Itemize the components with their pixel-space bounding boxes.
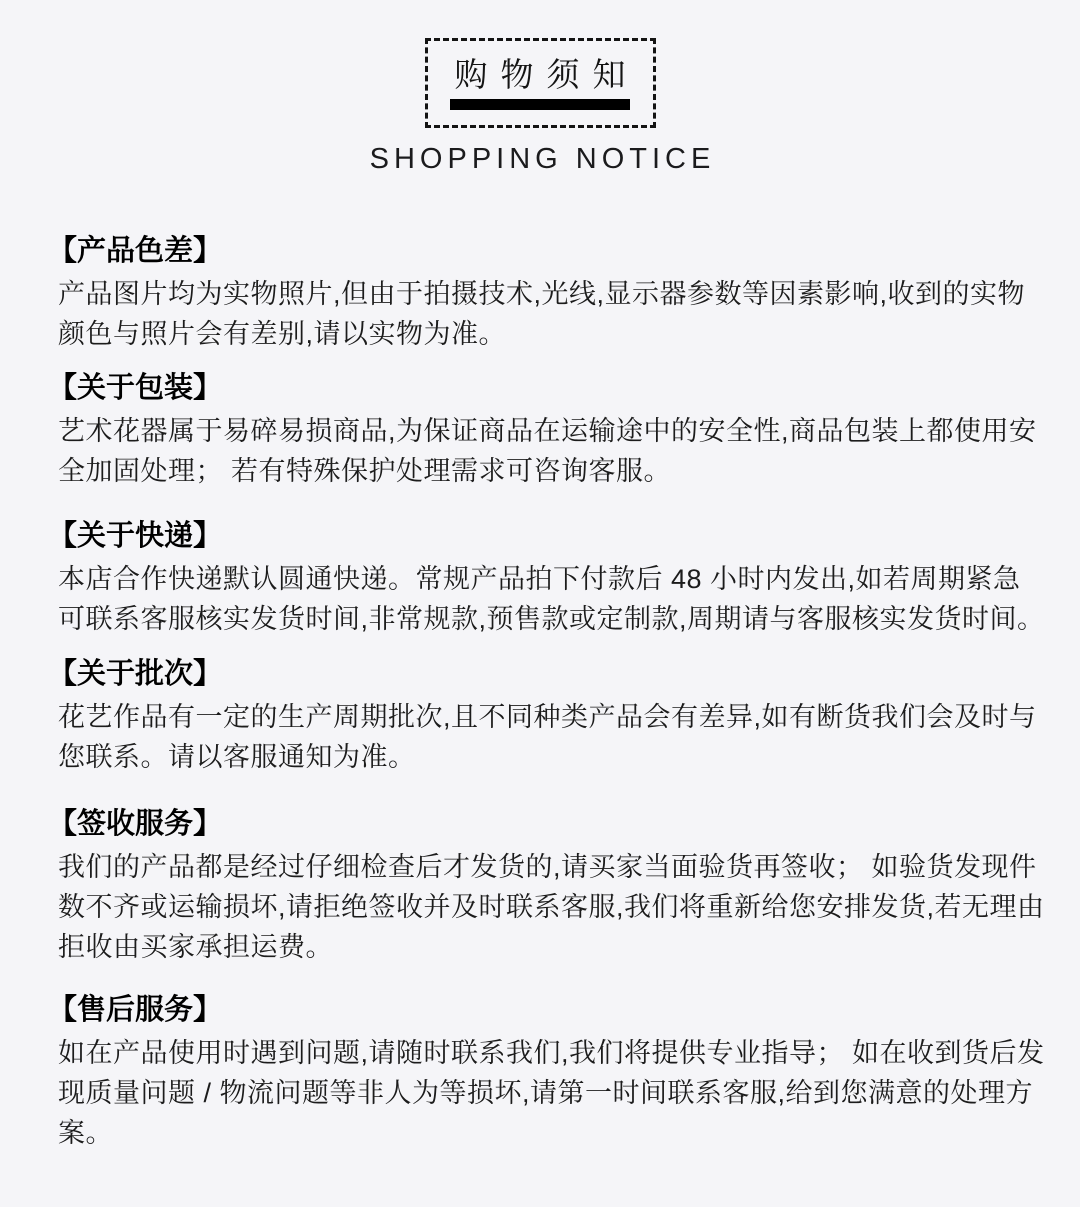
section-title: 【产品色差】 xyxy=(48,235,223,267)
section-sign-off-service xyxy=(48,809,1046,967)
notice-title-cn: 购物须知 xyxy=(454,56,639,93)
section-body: 如在产品使用时遇到问题,请随时联系我们,我们将提供专业指导； 如在收到货后发现质量问题 / 物流问题等非人为等损坏,请第一时间联系客服,给到您满意的处理方案。 xyxy=(58,1038,1045,1148)
section-after-sales-service xyxy=(48,995,1046,1153)
notice-title-en: SHOPPING NOTICE xyxy=(369,143,716,175)
section-title: 【签收服务】 xyxy=(48,808,223,840)
section-title: 【售后服务】 xyxy=(48,994,223,1026)
notice-title-box xyxy=(425,38,656,128)
section-title: 【关于批次】 xyxy=(48,658,223,690)
section-about-express xyxy=(48,521,1046,639)
section-about-batches xyxy=(48,659,1046,777)
shopping-notice-page xyxy=(0,38,1080,1153)
section-body: 花艺作品有一定的生产周期批次,且不同种类产品会有差异,如有断货我们会及时与您联系。请以客服通知为准。 xyxy=(58,702,1037,772)
section-body: 艺术花器属于易碎易损商品,为保证商品在运输途中的安全性,商品包装上都使用安全加固处理； 若有特殊保护处理需求可咨询客服。 xyxy=(58,416,1037,486)
section-title: 【关于快递】 xyxy=(48,520,223,552)
section-body: 本店合作快递默认圆通快递。常规产品拍下付款后 48 小时内发出,如若周期紧急可联系客服核实发货时间,非常规款,预售款或定制款,周期请与客服核实发货时间。 xyxy=(58,564,1045,634)
notice-sections xyxy=(0,236,1080,1153)
section-about-packaging xyxy=(48,373,1046,491)
section-body: 我们的产品都是经过仔细检查后才发货的,请买家当面验货再签收； 如验货发现件数不齐或运输损坏,请拒绝签收并及时联系客服,我们将重新给您安排发货,若无理由拒收由买家承担运费。 xyxy=(58,852,1045,962)
title-underline-bar xyxy=(450,99,630,110)
section-product-color-difference xyxy=(48,236,1046,354)
section-title: 【关于包装】 xyxy=(48,372,223,404)
section-body: 产品图片均为实物照片,但由于拍摄技术,光线,显示器参数等因素影响,收到的实物颜色与照片会有差别,请以实物为准。 xyxy=(58,279,1026,349)
